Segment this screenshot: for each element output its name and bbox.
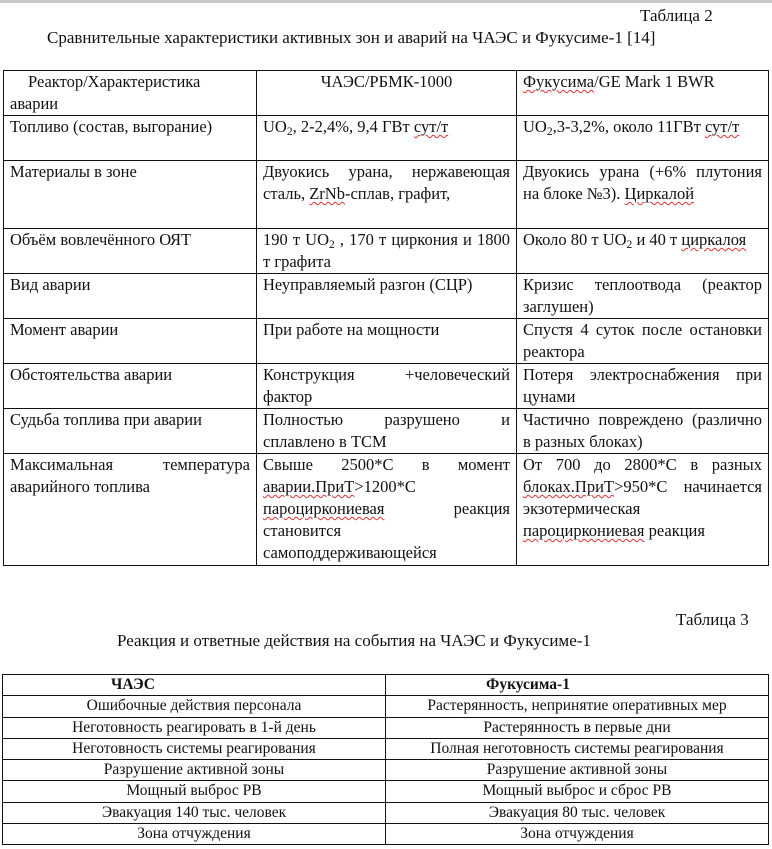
row-label: Вид аварии (4, 274, 257, 319)
chernobyl-cell: Неготовность реагировать в 1-й день (3, 717, 386, 738)
row-label: Максимальная температура аварийного топлива (4, 454, 257, 566)
fukushima-cell: Двуокись урана (+6% плутония на блоке №3). Циркалой (517, 161, 769, 229)
table-row (3, 802, 769, 823)
table2-number: Таблица 2 (640, 6, 713, 25)
fukushima-cell: Зона отчуждения (386, 824, 769, 845)
table-row (3, 781, 769, 802)
table3-number: Таблица 3 (676, 610, 749, 629)
header-cell: Фукусима-1 (386, 675, 769, 696)
chernobyl-cell: Зона отчуждения (3, 824, 386, 845)
chernobyl-cell: 190 т $UO_2$ , 170 т циркония и 1800 т графита (257, 229, 517, 274)
fukushima-cell: Эвакуация 80 тыс. человек (386, 802, 769, 823)
table-row (4, 364, 769, 409)
table2-header-row (4, 71, 769, 116)
table-row (3, 696, 769, 717)
chernobyl-cell: Мощный выброс РВ (3, 781, 386, 802)
chernobyl-cell: Полностью разрушено и сплавлено в ТСМ (257, 409, 517, 454)
table2-comparison (3, 70, 769, 566)
fukushima-cell: Спустя 4 суток после остановки реактора (517, 319, 769, 364)
table-row (4, 319, 769, 364)
table-row (4, 229, 769, 274)
table-row (3, 824, 769, 845)
chernobyl-cell: Разрушение активной зоны (3, 760, 386, 781)
chernobyl-cell: При работе на мощности (257, 319, 517, 364)
row-label: Топливо (состав, выгорание) (4, 116, 257, 161)
fukushima-cell: Кризис теплоотвода (реактор заглушен) (517, 274, 769, 319)
row-label: Материалы в зоне (4, 161, 257, 229)
fukushima-cell: Растерянность, непринятие оперативных мер (386, 696, 769, 717)
chernobyl-cell: $UO_2$, 2-2,4%, 9,4 ГВт сут/т (257, 116, 517, 161)
table-row (3, 760, 769, 781)
chernobyl-cell: Двуокись урана, нержавеющая сталь, ZrNb-сплав, графит, (257, 161, 517, 229)
header-cell: Реактор/Характеристика аварии (4, 71, 257, 116)
fukushima-cell: Частично повреждено (различно в разных блоках) (517, 409, 769, 454)
fukushima-cell: Потеря электроснабжения при цунами (517, 364, 769, 409)
fukushima-cell: $UO_2,3-3,2\%$, около 11ГВт сут/т (517, 116, 769, 161)
table-row (3, 717, 769, 738)
row-label: Момент аварии (4, 319, 257, 364)
row-label: Обстоятельства аварии (4, 364, 257, 409)
chernobyl-cell: Конструкция +человеческий фактор (257, 364, 517, 409)
fukushima-cell: Полная неготовность системы реагирования (386, 738, 769, 759)
fukushima-cell: Растерянность в первые дни (386, 717, 769, 738)
row-label: Объём вовлечённого ОЯТ (4, 229, 257, 274)
fukushima-cell: Разрушение активной зоны (386, 760, 769, 781)
fukushima-cell: Мощный выброс и сброс РВ (386, 781, 769, 802)
fukushima-cell: Около 80 т $UO_2$ и 40 т циркалоя (517, 229, 769, 274)
chernobyl-cell: Ошибочные действия персонала (3, 696, 386, 717)
header-cell: Фукусима/GE Mark 1 BWR (517, 71, 769, 116)
table-row (4, 274, 769, 319)
table3-response (2, 674, 769, 845)
table2-title: Сравнительные характеристики активных зон и аварий на ЧАЭС и Фукусиме-1 [14] (47, 28, 656, 47)
table-row (4, 161, 769, 229)
table3-header-row (3, 675, 769, 696)
row-label: Судьба топлива при аварии (4, 409, 257, 454)
chernobyl-cell: Свыше 2500*С в момент аварии.ПриТ>1200*С пароциркониевая реакция становится самоподдерживающейся (257, 454, 517, 566)
fukushima-cell: От 700 до 2800*С в разных блоках.ПриТ>950*С начинается экзотермическая пароциркониевая реакция (517, 454, 769, 566)
header-cell: ЧАЭС/РБМК-1000 (257, 71, 517, 116)
table3-title: Реакция и ответные действия на события на ЧАЭС и Фукусиме-1 (117, 631, 591, 650)
chernobyl-cell: Эвакуация 140 тыс. человек (3, 802, 386, 823)
window-top-edge (0, 0, 772, 3)
table-row (3, 738, 769, 759)
table-row (4, 409, 769, 454)
table-row (4, 116, 769, 161)
chernobyl-cell: Неготовность системы реагирования (3, 738, 386, 759)
chernobyl-cell: Неуправляемый разгон (СЦР) (257, 274, 517, 319)
header-cell: ЧАЭС (3, 675, 386, 696)
table-row (4, 454, 769, 566)
